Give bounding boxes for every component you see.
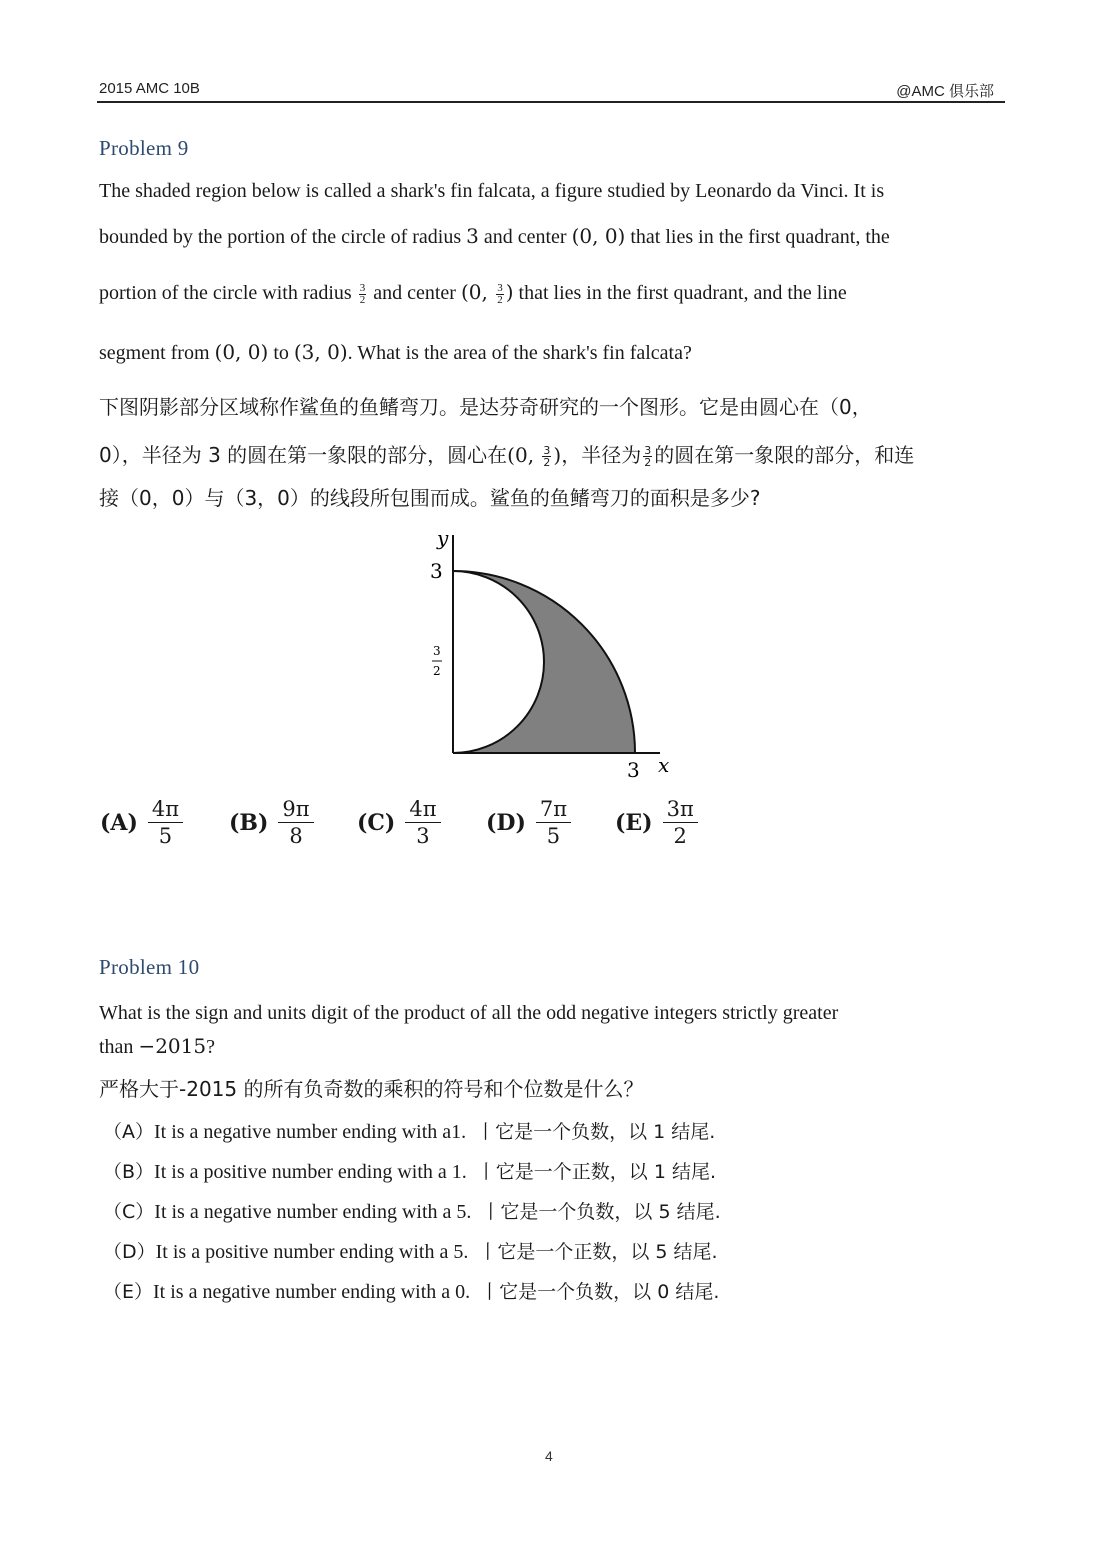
p10-en-line-1: What is the sign and units digit of the product of all the odd negative integers strictly greater	[99, 1002, 839, 1024]
p9-cn-line-2: 0），半径为 3 的圆在第一象限的部分，圆心在(0, $\frac{3}{2}$ )，半径为 $\frac{3}{2}$ 的圆在第一象限的部分，和连	[99, 443, 915, 469]
p10-option-d: （D）It is a positive number ending with a 5. 丨它是一个正数，以 5 结尾.	[103, 1241, 718, 1263]
p9-en-line-1: The shaded region below is called a shark's fin falcata, a figure studied by Leonardo da Vinci. It is	[99, 180, 885, 202]
p10-cn-question: 严格大于-2015 的所有负奇数的乘积的符号和个位数是什么？	[99, 1077, 644, 1101]
header-rule	[97, 101, 1005, 103]
problem-9-title: Problem 9	[99, 136, 189, 160]
shark-fin-figure	[410, 525, 700, 785]
p9-cn-line-1: 下图阴影部分区域称作鲨鱼的鱼鳍弯刀。是达芬奇研究的一个图形。它是由圆心在（0，	[99, 395, 872, 419]
y-tick-three-halves-den: 2	[433, 664, 441, 678]
header-right: @AMC 俱乐部	[896, 83, 994, 100]
shaded-falcata-region	[453, 571, 635, 753]
p9-en-line-4: segment from (0, 0) to (3, 0). What is the area of the shark's fin falcata?	[99, 340, 692, 364]
p10-option-e: （E）It is a negative number ending with a 0. 丨它是一个负数，以 0 结尾.	[103, 1281, 720, 1303]
fraction-three-halves: $\frac{3}{2}$	[359, 281, 366, 306]
x-tick-3: 3	[627, 758, 640, 782]
p9-en-line-3: portion of the circle with radius $\frac{3}{2}$ and center (0, $\frac{3}{2}$ ) that lies in the first quadrant, and the line	[99, 280, 847, 306]
p10-en-line-2: than −2015?	[99, 1034, 215, 1058]
y-tick-3: 3	[430, 559, 443, 583]
y-axis-label: y	[437, 526, 449, 550]
p10-option-c: （C）It is a negative number ending with a 5. 丨它是一个负数，以 5 结尾.	[103, 1201, 721, 1223]
y-tick-three-halves-num: 3	[433, 644, 441, 658]
problem-10-title: Problem 10	[99, 955, 200, 979]
p9-cn-line-3: 接（0，0）与（3，0）的线段所包围而成。鲨鱼的鱼鳍弯刀的面积是多少?	[99, 486, 761, 510]
p9-answer-d: (D) $\frac{7\pi}{5}$	[486, 796, 571, 849]
p9-answer-e: (E) $\frac{3\pi}{2}$	[615, 796, 698, 849]
x-axis-label: x	[658, 753, 670, 777]
p9-answer-b: (B) $\frac{9\pi}{8}$	[229, 796, 314, 849]
p9-answer-c: (C) $\frac{4\pi}{3}$	[357, 796, 441, 849]
p10-option-b: （B）It is a positive number ending with a 1. 丨它是一个正数，以 1 结尾.	[103, 1161, 716, 1183]
p9-en-line-2: bounded by the portion of the circle of radius 3 and center (0, 0) that lies in the first quadrant, the	[99, 224, 890, 248]
p9-answer-a: (A) $\frac{4\pi}{5}$	[100, 796, 183, 849]
page-number: 4	[545, 1448, 553, 1464]
p10-option-a: （A）It is a negative number ending with a1. 丨它是一个负数，以 1 结尾.	[103, 1121, 716, 1143]
header-left: 2015 AMC 10B	[99, 80, 200, 97]
